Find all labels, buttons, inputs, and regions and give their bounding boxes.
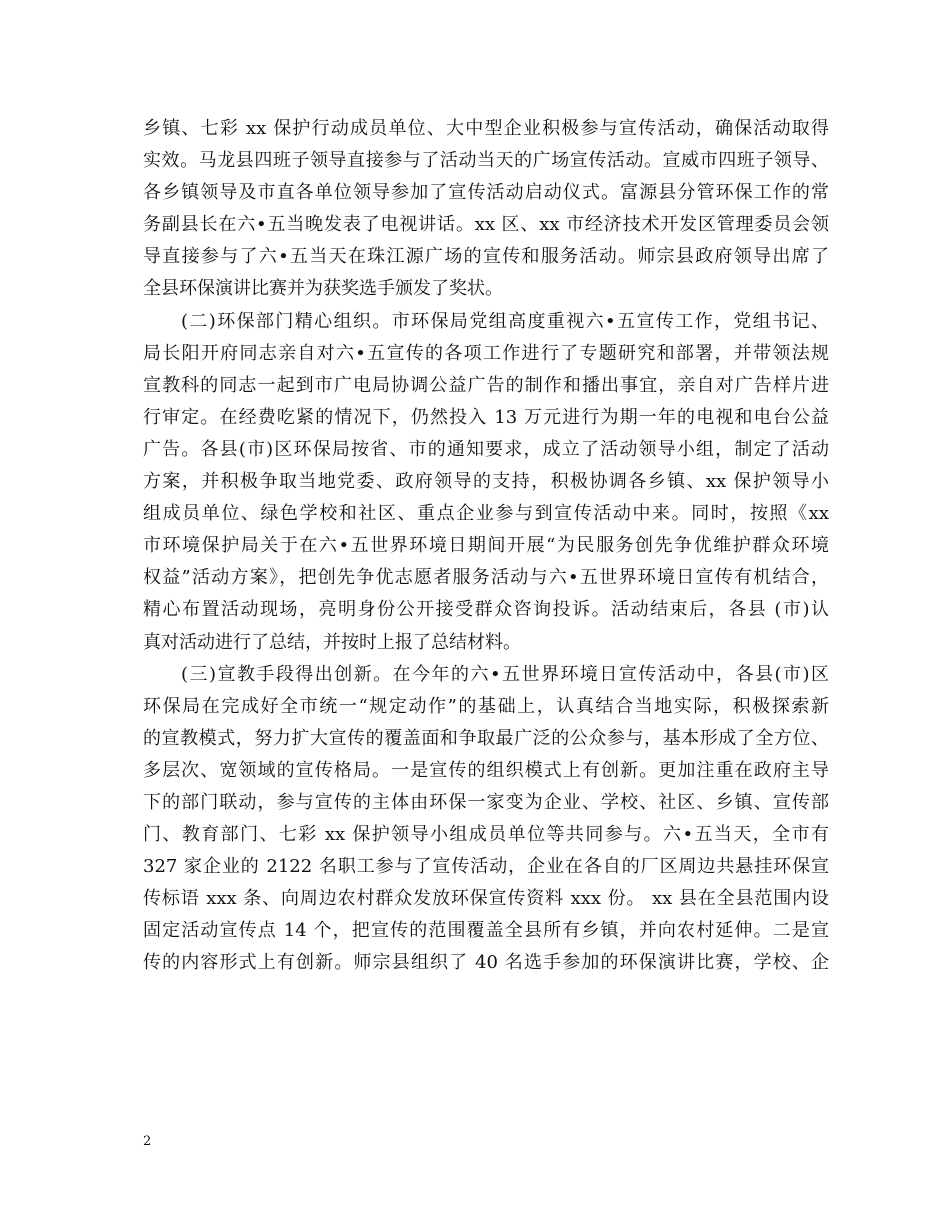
text-line: 务副县长在六•五当晚发表了电视讲话。xx 区、xx 市经济技术开发区管理委员会领: [143, 214, 829, 236]
text-line: 下的部门联动，参与宣传的主体由环保一家变为企业、学校、社区、乡镇、宣传部: [143, 791, 829, 813]
text-line: 行审定。在经费吃紧的情况下，仍然投入 13 万元进行为期一年的电视和电台公益: [143, 406, 829, 428]
text-line: 传标语 xxx 条、向周边农村群众发放环保宣传资料 xxx 份。 xx 县在全县范围内设: [143, 888, 829, 910]
text-line: 真对活动进行了总结，并按时上报了总结材料。: [143, 631, 521, 653]
body-text: [143, 113, 829, 980]
paragraph-heading-line: (二)环保部门精心组织。市环保局党组高度重视六•五宣传工作，党组书记、: [181, 310, 829, 332]
text-line: 门、教育部门、七彩 xx 保护领导小组成员单位等共同参与。六•五当天，全市有: [143, 824, 829, 846]
text-line: 方案，并积极争取当地党委、政府领导的支持，积极协调各乡镇、xx 保护领导小: [143, 471, 829, 493]
text-line: 宣教科的同志一起到市广电局协调公益广告的制作和播出事宜，亲自对广告样片进: [143, 374, 829, 396]
page-number: 2: [143, 1134, 152, 1149]
text-line: 局长阳开府同志亲自对六•五宣传的各项工作进行了专题研究和部署，并带领法规: [143, 342, 829, 364]
text-line: 固定活动宣传点 14 个，把宣传的范围覆盖全县所有乡镇，并向农村延伸。二是宣: [143, 920, 829, 942]
text-line: 环保局在完成好全市统一“规定动作”的基础上，认真结合当地实际，积极探索新: [143, 695, 829, 717]
text-line: 多层次、宽领域的宣传格局。一是宣传的组织模式上有创新。更加注重在政府主导: [143, 759, 829, 781]
text-line: 导直接参与了六•五当天在珠江源广场的宣传和服务活动。师宗县政府领导出席了: [143, 246, 829, 268]
text-line: 精心布置活动现场，亮明身份公开接受群众咨询投诉。活动结束后，各县 (市)认: [143, 599, 829, 621]
text-line: 权益”活动方案》，把创先争优志愿者服务活动与六•五世界环境日宣传有机结合，: [143, 567, 829, 589]
text-line: 市环境保护局关于在六•五世界环境日期间开展“为民服务创先争优维护群众环境: [143, 535, 829, 557]
text-line: 乡镇、七彩 xx 保护行动成员单位、大中型企业积极参与宣传活动，确保活动取得: [143, 118, 829, 139]
text-line: 广告。各县(市)区环保局按省、市的通知要求，成立了活动领导小组，制定了活动: [143, 438, 829, 460]
text-line: 各乡镇领导及市直各单位领导参加了宣传活动启动仪式。富源县分管环保工作的常: [143, 182, 829, 204]
text-line: 全县环保演讲比赛并为获奖选手颁发了奖状。: [143, 278, 503, 300]
text-line: 的宣教模式，努力扩大宣传的覆盖面和争取最广泛的公众参与，基本形成了全方位、: [143, 727, 829, 749]
text-line: 组成员单位、绿色学校和社区、重点企业参与到宣传活动中来。同时，按照《xx: [143, 503, 829, 525]
text-line: 327 家企业的 2122 名职工参与了宣传活动，企业在各自的厂区周边共悬挂环保宣: [143, 856, 829, 878]
text-line: 实效。马龙县四班子领导直接参与了活动当天的广场宣传活动。宣威市四班子领导、: [143, 150, 829, 172]
paragraph-heading-line: (三)宣教手段得出创新。在今年的六•五世界环境日宣传活动中，各县(市)区: [181, 663, 829, 685]
text-line: 传的内容形式上有创新。师宗县组织了 40 名选手参加的环保演讲比赛，学校、企: [143, 952, 829, 974]
